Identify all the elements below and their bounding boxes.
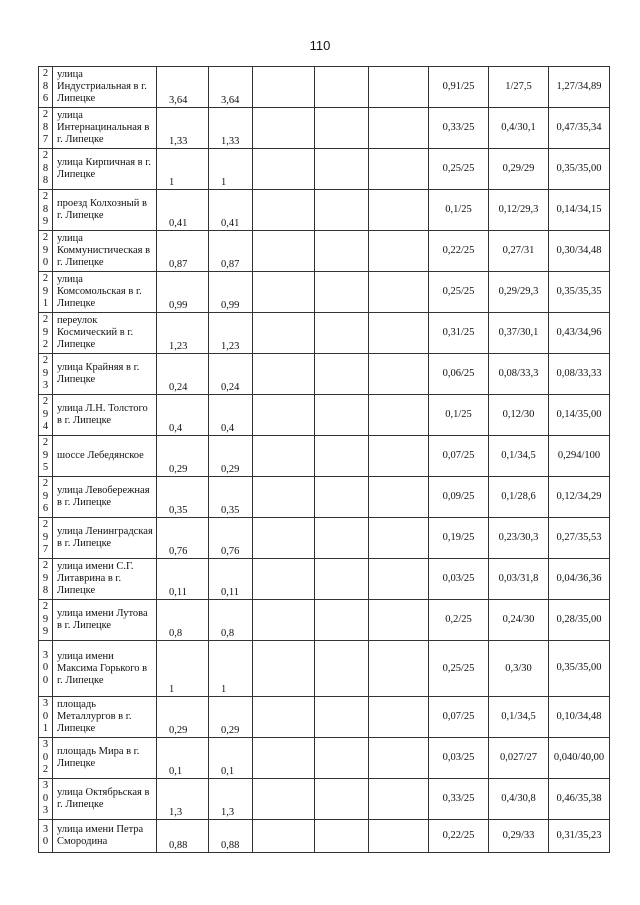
length-total: 1 [157, 149, 209, 190]
traffic-load-1: 0,91/25 [429, 67, 489, 108]
traffic-load-1: 0,25/25 [429, 272, 489, 313]
empty-cell [253, 436, 315, 477]
length-total: 0,1 [157, 738, 209, 779]
traffic-load-1: 0,07/25 [429, 697, 489, 738]
length-value: 3,64 [209, 67, 253, 108]
traffic-load-1: 0,07/25 [429, 436, 489, 477]
road-name: улица имени С.Г. Литаврина в г. Липецке [53, 559, 157, 600]
road-name: улица Октябрьская в г. Липецке [53, 779, 157, 820]
empty-cell [369, 477, 429, 518]
empty-cell [369, 190, 429, 231]
length-total: 0,88 [157, 820, 209, 853]
length-total: 1,33 [157, 108, 209, 149]
traffic-load-3: 0,14/35,00 [549, 395, 610, 436]
row-number [39, 641, 53, 697]
table-row [39, 559, 610, 600]
empty-cell [315, 779, 369, 820]
empty-cell [253, 779, 315, 820]
table-row [39, 149, 610, 190]
traffic-load-2: 0,12/30 [489, 395, 549, 436]
row-number-text: 2 9 9 [42, 601, 49, 638]
empty-cell [369, 108, 429, 149]
road-name: улица Кирпичная в г. Липецке [53, 149, 157, 190]
empty-cell [253, 231, 315, 272]
traffic-load-1: 0,06/25 [429, 354, 489, 395]
table-body [39, 67, 610, 853]
traffic-load-1: 0,25/25 [429, 149, 489, 190]
traffic-load-3: 1,27/34,89 [549, 67, 610, 108]
traffic-load-2: 0,1/34,5 [489, 436, 549, 477]
empty-cell [253, 477, 315, 518]
empty-cell [369, 395, 429, 436]
road-name: улица имени Максима Горького в г. Липецке [53, 641, 157, 697]
length-value: 1 [209, 149, 253, 190]
traffic-load-2: 0,27/31 [489, 231, 549, 272]
road-name: улица Левобережная в г. Липецке [53, 477, 157, 518]
row-number [39, 67, 53, 108]
traffic-load-2: 0,37/30,1 [489, 313, 549, 354]
length-total: 0,4 [157, 395, 209, 436]
traffic-load-1: 0,1/25 [429, 395, 489, 436]
road-name: улица Ленинградская в г. Липецке [53, 518, 157, 559]
length-value: 0,87 [209, 231, 253, 272]
traffic-load-2: 0,08/33,3 [489, 354, 549, 395]
table-row [39, 518, 610, 559]
road-name: шоссе Лебедянское [53, 436, 157, 477]
length-value: 0,29 [209, 436, 253, 477]
table-row [39, 190, 610, 231]
traffic-load-2: 1/27,5 [489, 67, 549, 108]
empty-cell [253, 820, 315, 853]
empty-cell [315, 395, 369, 436]
traffic-load-1: 0,33/25 [429, 108, 489, 149]
row-number-text: 3 0 2 [42, 739, 49, 776]
row-number [39, 600, 53, 641]
road-name: улица имени Лутова в г. Липецке [53, 600, 157, 641]
table-row [39, 779, 610, 820]
row-number-text: 2 9 4 [42, 396, 49, 433]
traffic-load-1: 0,19/25 [429, 518, 489, 559]
empty-cell [369, 67, 429, 108]
table-row [39, 600, 610, 641]
row-number-text: 2 9 2 [42, 314, 49, 351]
empty-cell [369, 779, 429, 820]
length-value: 0,24 [209, 354, 253, 395]
length-value: 0,35 [209, 477, 253, 518]
empty-cell [253, 67, 315, 108]
road-name: улица Комсомольская в г. Липецке [53, 272, 157, 313]
table-row [39, 108, 610, 149]
traffic-load-3: 0,04/36,36 [549, 559, 610, 600]
row-number-text: 3 0 [42, 823, 49, 847]
row-number [39, 436, 53, 477]
table-row [39, 641, 610, 697]
empty-cell [369, 559, 429, 600]
traffic-load-1: 0,09/25 [429, 477, 489, 518]
length-value: 1,33 [209, 108, 253, 149]
road-name: площадь Металлургов в г. Липецке [53, 697, 157, 738]
length-value: 0,4 [209, 395, 253, 436]
road-name: улица Крайняя в г. Липецке [53, 354, 157, 395]
empty-cell [369, 231, 429, 272]
page-number: 110 [309, 38, 331, 53]
traffic-load-2: 0,24/30 [489, 600, 549, 641]
empty-cell [369, 600, 429, 641]
empty-cell [253, 272, 315, 313]
length-total: 3,64 [157, 67, 209, 108]
length-total: 1 [157, 641, 209, 697]
length-value: 0,88 [209, 820, 253, 853]
length-total: 0,8 [157, 600, 209, 641]
length-total: 0,35 [157, 477, 209, 518]
length-value: 0,8 [209, 600, 253, 641]
traffic-load-3: 0,43/34,96 [549, 313, 610, 354]
length-total: 0,29 [157, 697, 209, 738]
empty-cell [315, 108, 369, 149]
row-number-text: 3 0 0 [42, 649, 49, 686]
road-name: улица имени Петра Смородина [53, 820, 157, 853]
table-row [39, 738, 610, 779]
roads-table [38, 66, 610, 853]
empty-cell [315, 149, 369, 190]
table-row [39, 477, 610, 518]
row-number [39, 820, 53, 853]
table-row [39, 436, 610, 477]
empty-cell [253, 738, 315, 779]
traffic-load-2: 0,1/34,5 [489, 697, 549, 738]
traffic-load-3: 0,08/33,33 [549, 354, 610, 395]
length-total: 0,99 [157, 272, 209, 313]
traffic-load-3: 0,294/100 [549, 436, 610, 477]
empty-cell [369, 820, 429, 853]
empty-cell [253, 518, 315, 559]
empty-cell [315, 313, 369, 354]
traffic-load-2: 0,29/29,3 [489, 272, 549, 313]
empty-cell [253, 641, 315, 697]
empty-cell [369, 272, 429, 313]
empty-cell [315, 559, 369, 600]
table-row [39, 67, 610, 108]
row-number-text: 2 9 5 [42, 437, 49, 474]
traffic-load-3: 0,46/35,38 [549, 779, 610, 820]
empty-cell [369, 518, 429, 559]
length-value: 1,3 [209, 779, 253, 820]
empty-cell [253, 697, 315, 738]
table-row [39, 231, 610, 272]
length-value: 0,29 [209, 697, 253, 738]
empty-cell [369, 738, 429, 779]
length-total: 0,76 [157, 518, 209, 559]
length-total: 0,29 [157, 436, 209, 477]
traffic-load-3: 0,27/35,53 [549, 518, 610, 559]
road-name: улица Интернацинальная в г. Липецке [53, 108, 157, 149]
traffic-load-1: 0,25/25 [429, 641, 489, 697]
empty-cell [253, 354, 315, 395]
road-name: переулок Космический в г. Липецке [53, 313, 157, 354]
empty-cell [253, 395, 315, 436]
empty-cell [315, 190, 369, 231]
length-total: 0,11 [157, 559, 209, 600]
row-number-text: 2 8 6 [42, 68, 49, 105]
row-number [39, 272, 53, 313]
row-number-text: 2 9 1 [42, 273, 49, 310]
row-number-text: 2 8 8 [42, 150, 49, 187]
empty-cell [253, 108, 315, 149]
empty-cell [253, 559, 315, 600]
table-row [39, 395, 610, 436]
row-number-text: 2 9 3 [42, 355, 49, 392]
row-number-text: 2 9 0 [42, 232, 49, 269]
length-value: 0,99 [209, 272, 253, 313]
row-number [39, 313, 53, 354]
empty-cell [315, 518, 369, 559]
table-row [39, 820, 610, 853]
empty-cell [315, 354, 369, 395]
traffic-load-2: 0,03/31,8 [489, 559, 549, 600]
row-number-text: 3 0 3 [42, 780, 49, 817]
length-value: 0,11 [209, 559, 253, 600]
traffic-load-3: 0,35/35,00 [549, 149, 610, 190]
table-row [39, 697, 610, 738]
traffic-load-2: 0,027/27 [489, 738, 549, 779]
traffic-load-2: 0,23/30,3 [489, 518, 549, 559]
traffic-load-3: 0,14/34,15 [549, 190, 610, 231]
length-value: 0,1 [209, 738, 253, 779]
traffic-load-3: 0,28/35,00 [549, 600, 610, 641]
empty-cell [315, 67, 369, 108]
row-number-text: 2 9 6 [42, 478, 49, 515]
row-number [39, 779, 53, 820]
row-number [39, 697, 53, 738]
empty-cell [369, 436, 429, 477]
empty-cell [315, 641, 369, 697]
traffic-load-1: 0,22/25 [429, 820, 489, 853]
traffic-load-3: 0,12/34,29 [549, 477, 610, 518]
row-number-text: 3 0 1 [42, 698, 49, 735]
length-value: 0,76 [209, 518, 253, 559]
row-number-text: 2 9 7 [42, 519, 49, 556]
traffic-load-2: 0,1/28,6 [489, 477, 549, 518]
traffic-load-3: 0,30/34,48 [549, 231, 610, 272]
traffic-load-3: 0,35/35,35 [549, 272, 610, 313]
traffic-load-2: 0,4/30,1 [489, 108, 549, 149]
road-name: улица Л.Н. Толстого в г. Липецке [53, 395, 157, 436]
empty-cell [315, 697, 369, 738]
length-value: 1,23 [209, 313, 253, 354]
empty-cell [315, 738, 369, 779]
traffic-load-1: 0,31/25 [429, 313, 489, 354]
empty-cell [253, 190, 315, 231]
empty-cell [253, 600, 315, 641]
traffic-load-3: 0,040/40,00 [549, 738, 610, 779]
empty-cell [253, 149, 315, 190]
empty-cell [315, 436, 369, 477]
traffic-load-2: 0,29/29 [489, 149, 549, 190]
length-value: 0,41 [209, 190, 253, 231]
empty-cell [315, 272, 369, 313]
row-number [39, 190, 53, 231]
traffic-load-2: 0,29/33 [489, 820, 549, 853]
road-name: улица Индустриальная в г. Липецке [53, 67, 157, 108]
empty-cell [369, 697, 429, 738]
traffic-load-3: 0,47/35,34 [549, 108, 610, 149]
traffic-load-1: 0,2/25 [429, 600, 489, 641]
row-number [39, 231, 53, 272]
traffic-load-1: 0,22/25 [429, 231, 489, 272]
row-number [39, 108, 53, 149]
row-number [39, 518, 53, 559]
traffic-load-3: 0,31/35,23 [549, 820, 610, 853]
empty-cell [315, 231, 369, 272]
row-number [39, 477, 53, 518]
row-number [39, 559, 53, 600]
road-name: проезд Колхозный в г. Липецке [53, 190, 157, 231]
traffic-load-1: 0,03/25 [429, 559, 489, 600]
empty-cell [253, 313, 315, 354]
table-row [39, 313, 610, 354]
length-total: 0,41 [157, 190, 209, 231]
length-total: 0,87 [157, 231, 209, 272]
length-total: 1,23 [157, 313, 209, 354]
empty-cell [369, 354, 429, 395]
length-total: 0,24 [157, 354, 209, 395]
empty-cell [369, 313, 429, 354]
row-number [39, 738, 53, 779]
empty-cell [315, 600, 369, 641]
row-number-text: 2 8 7 [42, 109, 49, 146]
row-number [39, 395, 53, 436]
traffic-load-1: 0,33/25 [429, 779, 489, 820]
empty-cell [369, 641, 429, 697]
traffic-load-1: 0,1/25 [429, 190, 489, 231]
empty-cell [369, 149, 429, 190]
row-number [39, 149, 53, 190]
traffic-load-2: 0,4/30,8 [489, 779, 549, 820]
row-number-text: 2 8 9 [42, 191, 49, 228]
row-number-text: 2 9 8 [42, 560, 49, 597]
row-number [39, 354, 53, 395]
traffic-load-2: 0,12/29,3 [489, 190, 549, 231]
table-row [39, 354, 610, 395]
length-value: 1 [209, 641, 253, 697]
road-name: улица Коммунистическая в г. Липецке [53, 231, 157, 272]
traffic-load-3: 0,35/35,00 [549, 641, 610, 697]
road-name: площадь Мира в г. Липецке [53, 738, 157, 779]
table-row [39, 272, 610, 313]
empty-cell [315, 477, 369, 518]
length-total: 1,3 [157, 779, 209, 820]
empty-cell [315, 820, 369, 853]
traffic-load-2: 0,3/30 [489, 641, 549, 697]
traffic-load-3: 0,10/34,48 [549, 697, 610, 738]
traffic-load-1: 0,03/25 [429, 738, 489, 779]
